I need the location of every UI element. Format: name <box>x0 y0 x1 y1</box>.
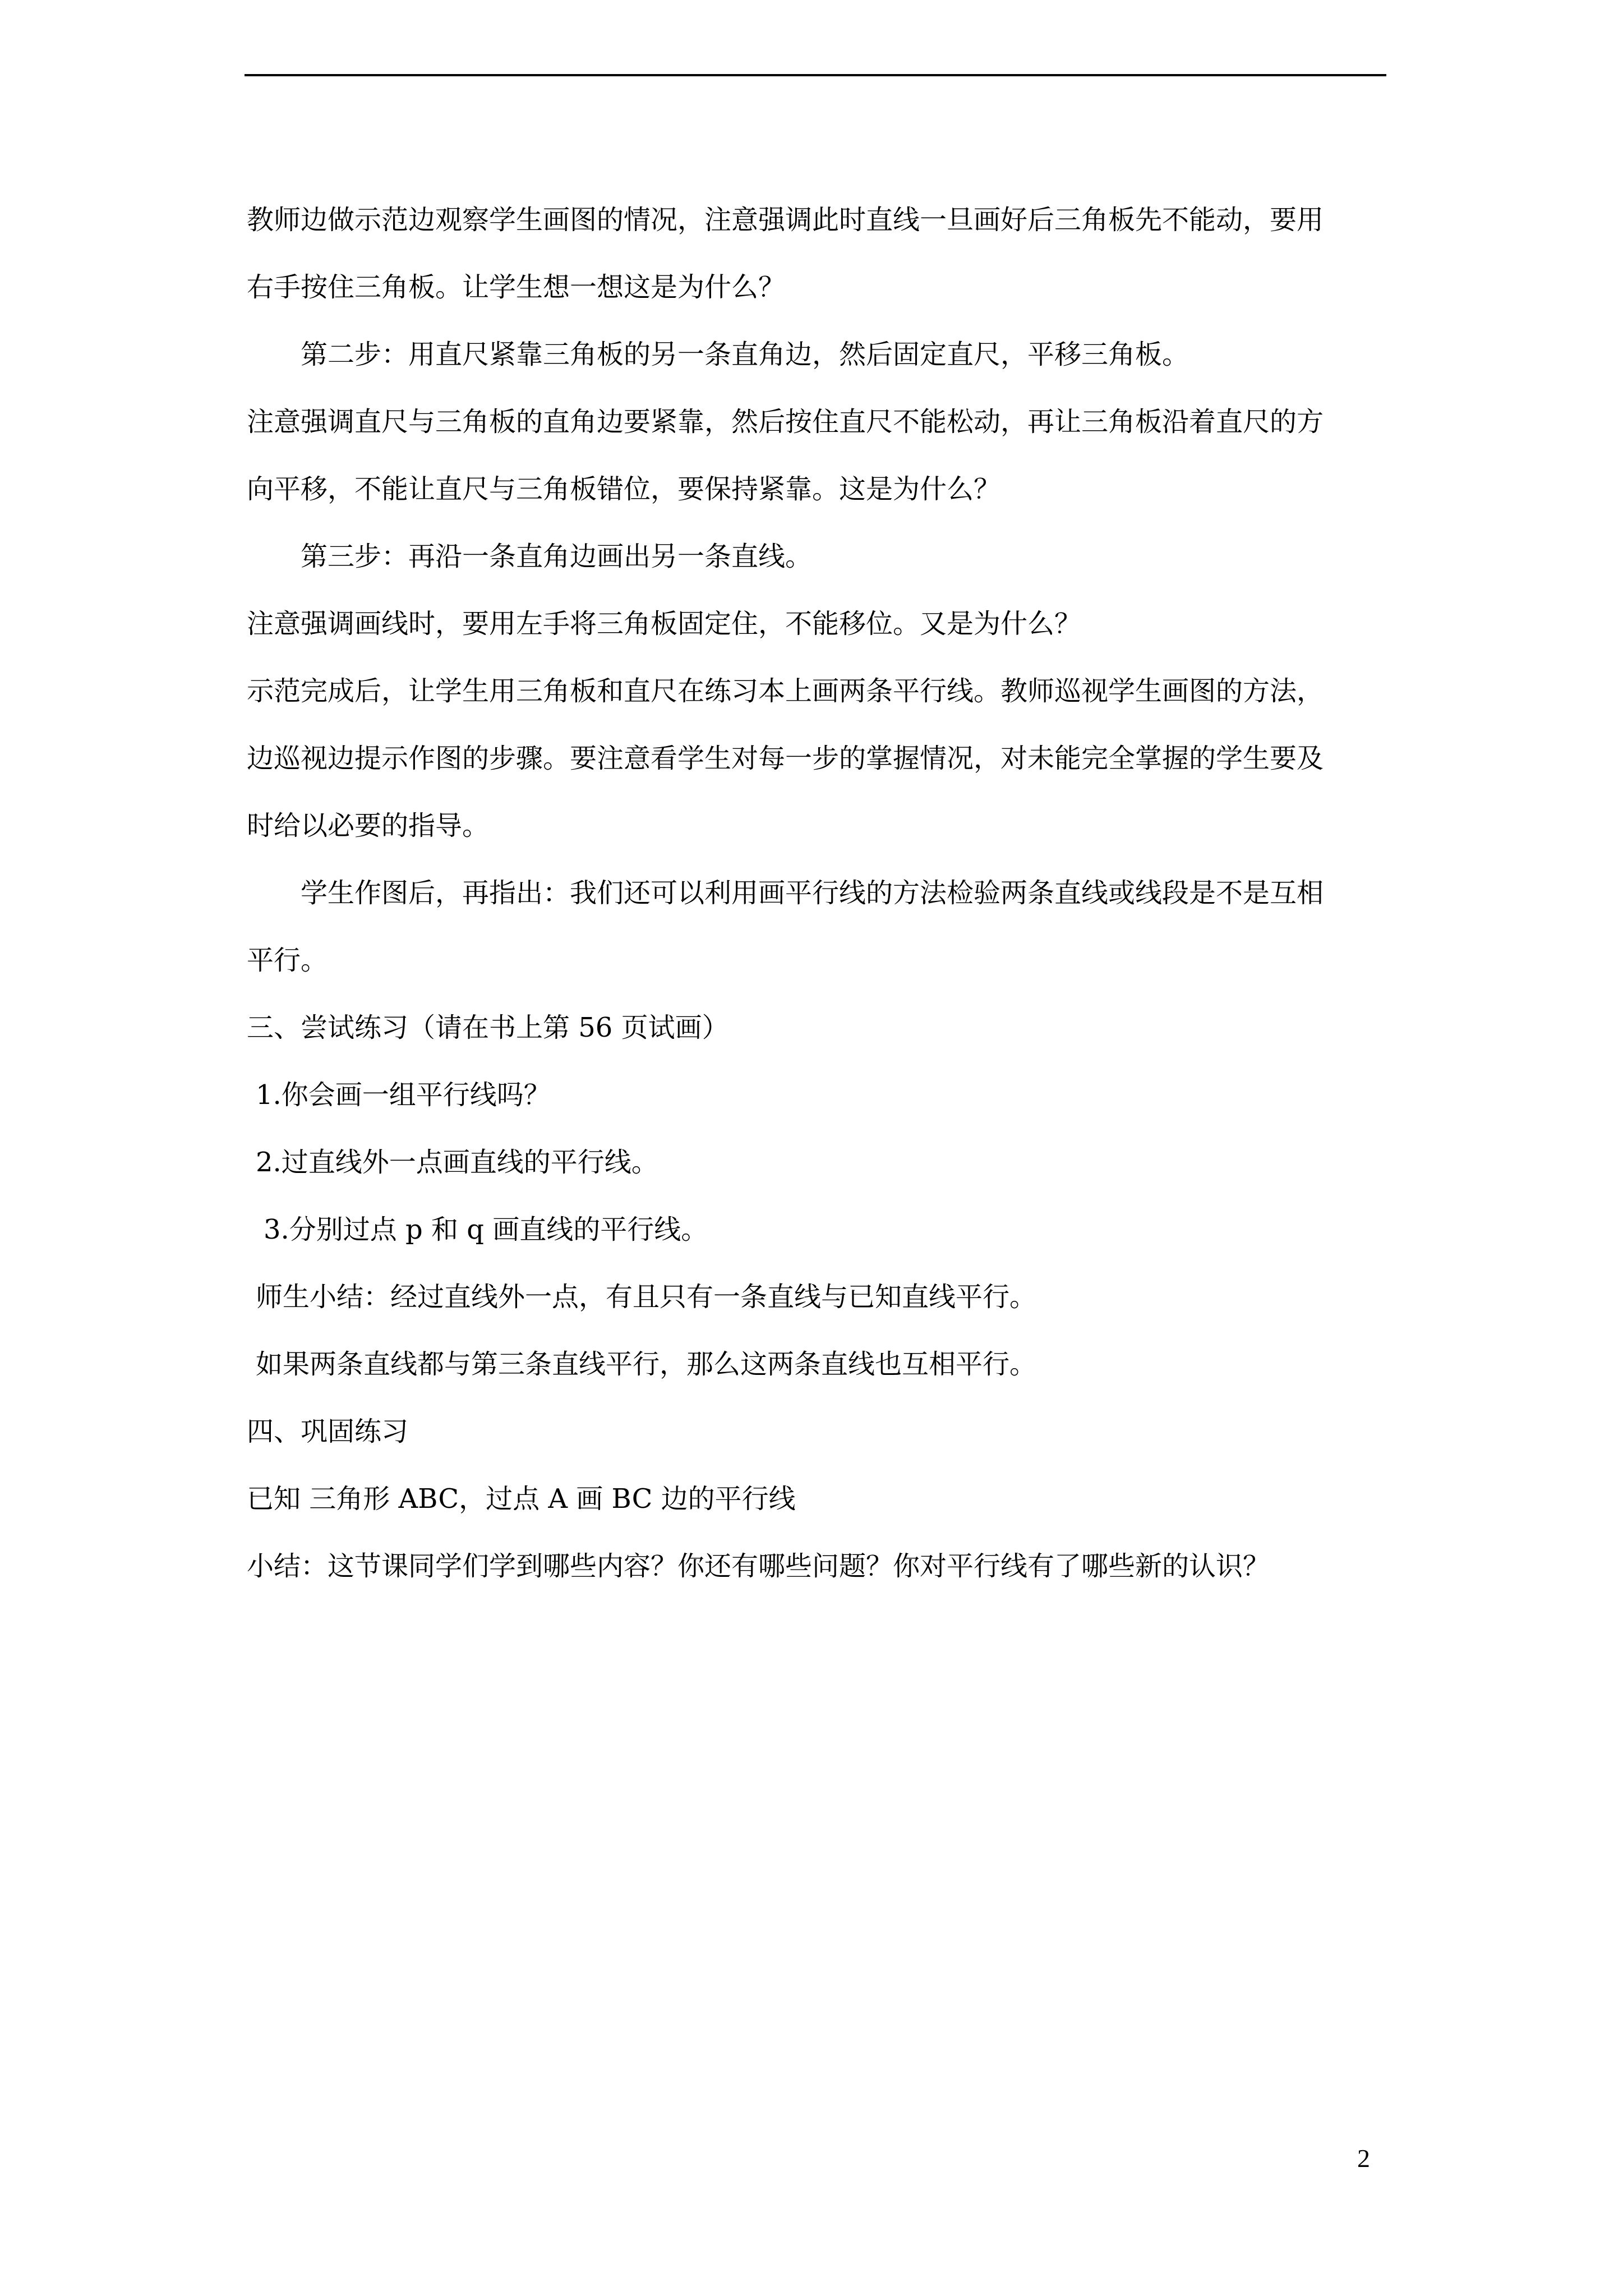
exercise-item-1: 1.你会画一组平行线吗？ <box>256 1079 551 1111</box>
paragraph-9: 边巡视边提示作图的步骤。要注意看学生对每一步的掌握情况，对未能完全掌握的学生要及 <box>247 743 1324 774</box>
step-two: 第二步：用直尺紧靠三角板的另一条直角边，然后固定直尺，平移三角板。 <box>301 339 1189 370</box>
header-rule <box>245 74 1386 76</box>
paragraph-4: 注意强调直尺与三角板的直角边要紧靠，然后按住直尺不能松动，再让三角板沿着直尺的方 <box>247 406 1324 438</box>
paragraph-10: 时给以必要的指导。 <box>247 810 490 841</box>
paragraph-7: 注意强调画线时，要用左手将三角板固定住，不能移位。又是为什么？ <box>247 608 1082 639</box>
paragraph-12: 平行。 <box>247 945 328 976</box>
practice-problem: 已知 三角形 ABC，过点 A 画 BC 边的平行线 <box>247 1483 796 1515</box>
paragraph-8: 示范完成后，让学生用三角板和直尺在练习本上画两条平行线。教师巡视学生画图的方法， <box>247 675 1324 707</box>
paragraph-11: 学生作图后，再指出：我们还可以利用画平行线的方法检验两条直线或线段是不是互相 <box>301 877 1324 909</box>
paragraph-2: 右手按住三角板。让学生想一想这是为什么？ <box>247 272 786 303</box>
document-body <box>247 203 1391 1617</box>
summary-line-2: 如果两条直线都与第三条直线平行，那么这两条直线也互相平行。 <box>256 1349 1037 1380</box>
paragraph-1: 教师边做示范边观察学生画图的情况，注意强调此时直线一旦画好后三角板先不能动，要用 <box>247 204 1324 236</box>
page-number: 2 <box>1357 2144 1370 2173</box>
summary-line-1: 师生小结：经过直线外一点，有且只有一条直线与已知直线平行。 <box>256 1281 1037 1313</box>
paragraph-5: 向平移，不能让直尺与三角板错位，要保持紧靠。这是为什么？ <box>247 473 1001 505</box>
section-heading-3: 三、尝试练习（请在书上第 56 页试画） <box>247 1012 729 1043</box>
exercise-item-3: 3.分别过点 p 和 q 画直线的平行线。 <box>264 1214 708 1245</box>
lesson-summary: 小结：这节课同学们学到哪些内容？你还有哪些问题？你对平行线有了哪些新的认识？ <box>247 1550 1270 1582</box>
exercise-item-2: 2.过直线外一点画直线的平行线。 <box>256 1147 658 1178</box>
section-heading-4: 四、巩固练习 <box>247 1416 409 1447</box>
step-three: 第三步：再沿一条直角边画出另一条直线。 <box>301 541 813 572</box>
